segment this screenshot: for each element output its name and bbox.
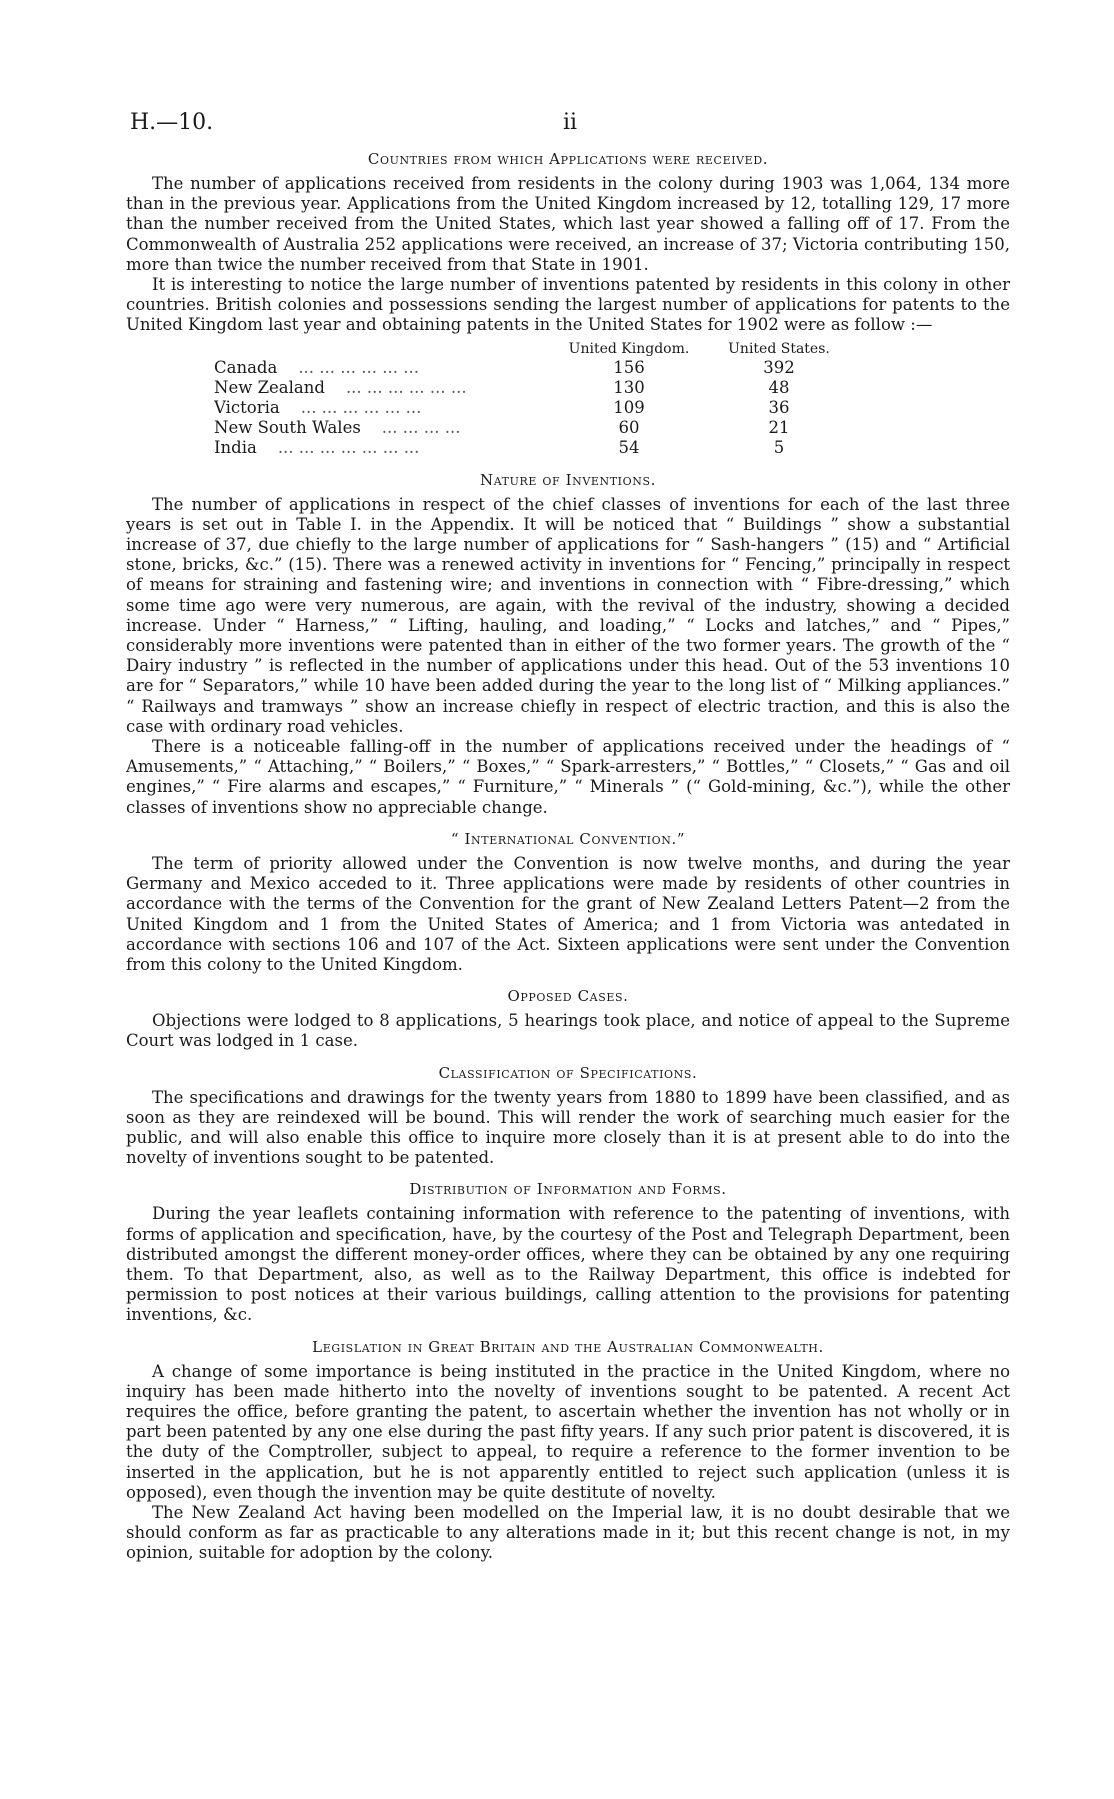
patents-table — [214, 340, 974, 459]
paragraph: There is a noticeable falling-off in the number of applications received under the headings of “ Amusements,” “ Attaching,” “ Boilers,” “ Boxes,” “ Spark-arresters,” “ Bottles,” “ Closets,” “ Gas and oil engines,” “ Fire alarms and escapes,” “ Furniture,” “ Minerals ” (“ Gold-mining, &c.”), while the other classes of inventions show no appreciable change. — [126, 737, 1010, 817]
row-uk-value: 60 — [618, 418, 640, 438]
table-row — [214, 378, 974, 398]
paragraph: The specifications and drawings for the twenty years from 1880 to 1899 have been classified, and as soon as they are reindexed will be bound. This will render the work of searching much easier for the public, and will also enable this office to inquire more closely than it is at present able to do into the novelty of inventions sought to be patented. — [126, 1087, 1010, 1168]
heading-nature: Nature of Inventions. — [480, 470, 656, 489]
document-reference: H.—10. — [130, 110, 214, 135]
table-row — [214, 438, 974, 458]
heading-classification: Classification of Specifications. — [438, 1063, 698, 1082]
document-page — [126, 106, 1010, 1564]
paragraph: Objections were lodged to 8 applications, 5 hearings took place, and notice of appeal to the Supreme Court was lodged in 1 case. — [126, 1011, 1010, 1051]
paragraph: The New Zealand Act having been modelled on the Imperial law, it is no doubt desirable that we should conform as far as practicable to any alterations made in it; but this recent change is not, in my opinion, suitable for adoption by the colony. — [126, 1502, 1010, 1563]
row-leader: ... ... ... ... ... ... ... — [277, 438, 420, 458]
page-number: ii — [563, 110, 578, 135]
row-country: New Zealand — [214, 377, 325, 397]
row-uk-value: 156 — [613, 357, 645, 377]
paragraph: The number of applications in respect of the chief classes of inventions for each of the last three years is set out in Table I. in the Appendix. It will be noticed that “ Buildings ” show a substantial increase of 37, due chiefly to the large number of applications for “ Sash-hangers ” (15) and “ Artificial stone, bricks, &c.” (15). There was a renewed activity in inventions for “ Fencing,” principally in respect of means for straining and fastening wire; and inventions in connection with “ Fibre-dressing,” which some time ago were very numerous, are again, with the revival of the industry, showing a decided increase. Under “ Harness,” “ Lifting, hauling, and loading,” “ Locks and latches,” and “ Pipes,” considerably more inventions were patented than in either of the two former years. The growth of the “ Dairy industry ” is reflected in the number of applications under this head. Out of the 53 inventions 10 are for “ Separators,” while 10 have been added during the year to the long list of “ Milking appliances.” “ Railways and tramways ” show an increase chiefly in respect of electric traction, and this is also the case with ordinary road vehicles. — [126, 494, 1010, 736]
row-us-value: 36 — [768, 398, 790, 418]
row-uk-value: 109 — [613, 398, 645, 418]
row-uk-value: 54 — [618, 438, 640, 458]
column-header-uk: United Kingdom. — [568, 340, 690, 357]
heading-distribution: Distribution of Information and Forms. — [409, 1180, 727, 1199]
table-row — [214, 358, 974, 378]
row-us-value: 5 — [773, 438, 785, 458]
paragraph: It is interesting to notice the large number of inventions patented by residents in this colony in other countries. British colonies and possessions sending the largest number of applications for patents to the United Kingdom last year and obtaining patents in the United States for 1902 were as follow :— — [126, 275, 1010, 335]
heading-countries: Countries from which Applications were received. — [367, 150, 769, 168]
row-leader: ... ... ... ... ... ... — [345, 377, 467, 397]
heading-legislation: Legislation in Great Britain and the Australian Commonwealth. — [312, 1337, 824, 1356]
row-country: New South Wales — [214, 418, 361, 438]
page-header — [126, 106, 1010, 146]
paragraph: A change of some importance is being instituted in the practice in the United Kingdom, where no inquiry has been made hitherto into the novelty of inventions sought to be patented. A recent Act requires the office, before granting the patent, to ascertain whether the invention has not wholly or in part been patented by any one else during the past fifty years. If any such prior patent is discovered, it is the duty of the Comptroller, subject to appeal, to require a reference to the former invention to be inserted in the application, but he is not apparently entitled to reject such application (unless it is opposed), even though the invention may be quite destitute of novelty. — [126, 1361, 1010, 1502]
table-row — [214, 418, 974, 438]
table-header — [214, 340, 974, 358]
column-header-us: United States. — [728, 340, 830, 357]
row-uk-value: 130 — [613, 377, 645, 397]
row-us-value: 48 — [768, 377, 790, 397]
row-country: Canada — [214, 357, 278, 377]
table-row — [214, 398, 974, 418]
row-country: India — [214, 438, 257, 458]
row-country: Victoria — [214, 398, 280, 418]
row-leader: ... ... ... ... ... ... — [298, 357, 419, 377]
heading-opposed: Opposed Cases. — [507, 987, 629, 1006]
paragraph: The number of applications received from residents in the colony during 1903 was 1,064, 134 more than in the previous year. Applications from the United Kingdom increased by 12, totalling 129, 17 more than the number received from the United States, which last year showed a falling off of 17. From the Commonwealth of Australia 252 applications were received, an increase of 37; Victoria contributing 150, more than twice the number received from that State in 1901. — [126, 174, 1010, 274]
row-leader: ... ... ... ... ... ... — [300, 398, 422, 418]
paragraph: During the year leaflets containing information with reference to the patenting of inventions, with forms of application and specification, have, by the courtesy of the Post and Telegraph Department, been distributed amongst the different money-order offices, where they can be obtained by any one requiring them. To that Department, also, as well as to the Railway Department, this office is indebted for permission to post notices at their various buildings, calling attention to the provisions for patenting inventions, &c. — [126, 1204, 1010, 1325]
row-leader: ... ... ... ... — [381, 418, 461, 438]
row-us-value: 392 — [763, 357, 795, 377]
heading-convention: “ International Convention.” — [450, 829, 686, 848]
row-us-value: 21 — [768, 418, 790, 438]
paragraph: The term of priority allowed under the Convention is now twelve months, and during the year Germany and Mexico acceded to it. Three applications were made by residents of other countries in accordance with the terms of the Convention for the grant of New Zealand Letters Patent—2 from the United Kingdom and 1 from the United States of America; and 1 from Victoria was antedated in accordance with sections 106 and 107 of the Act. Sixteen applications were sent under the Convention from this colony to the United Kingdom. — [126, 853, 1010, 974]
